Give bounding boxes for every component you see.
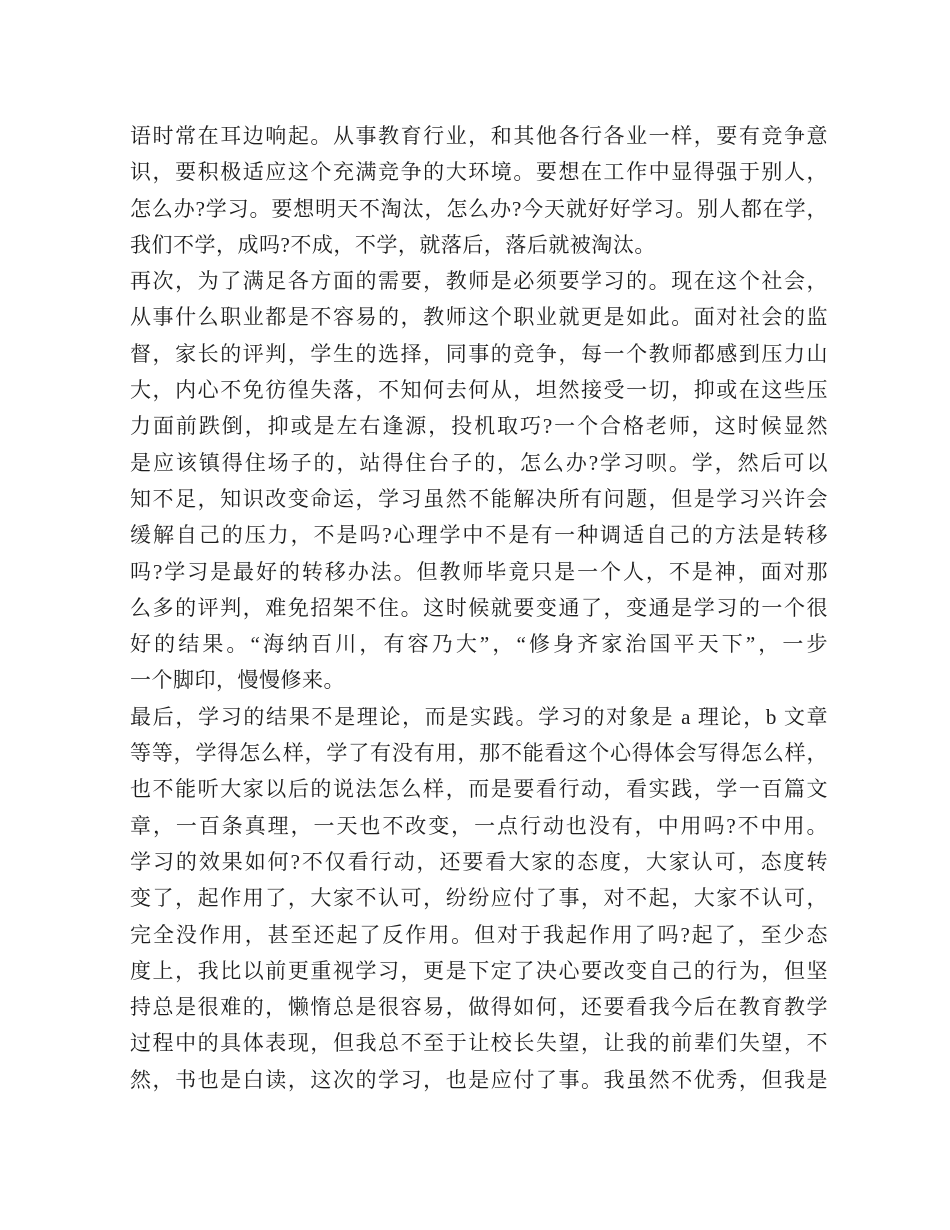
text-line: 等等，学得怎么样，学了有没有用，那不能看这个心得体会写得怎么样， [130,741,828,766]
text-line: 么多的评判，难免招架不住。这时候就要变通了，变通是学习的一个很 [130,595,828,620]
paragraph [130,263,828,699]
text-line: 是应该镇得住场子的，站得住台子的，怎么办?学习呗。学，然后可以 [130,450,828,475]
text-line: 然，书也是白读，这次的学习，也是应付了事。我虽然不优秀，但我是 [130,1067,828,1092]
text-line: 怎么办?学习。要想明天不淘汰，怎么办?今天就好好学习。别人都在学， [130,196,828,221]
text-line: 知不足，知识改变命运，学习虽然不能解决所有问题，但是学习兴许会 [130,486,828,511]
text-line: 过程中的具体表现，但我总不至于让校长失望，让我的前辈们失望，不 [130,1031,828,1056]
text-line: 完全没作用，甚至还起了反作用。但对于我起作用了吗?起了，至少态 [130,922,828,947]
text-line: 识，要积极适应这个充满竞争的大环境。要想在工作中显得强于别人， [130,160,828,185]
text-line: 缓解自己的压力，不是吗?心理学中不是有一种调适自己的方法是转移 [130,523,828,548]
text-line: 我们不学，成吗?不成，不学，就落后，落后就被淘汰。 [130,232,656,257]
paragraph [130,699,828,1098]
paragraph [130,118,828,263]
text-line: 再次，为了满足各方面的需要，教师是必须要学习的。现在这个社会， [130,269,828,294]
text-line: 学习的效果如何?不仅看行动，还要看大家的态度，大家认可，态度转 [130,849,828,874]
text-line: 力面前跌倒，抑或是左右逢源，投机取巧?一个合格老师，这时候显然 [130,414,828,439]
text-line: 从事什么职业都是不容易的，教师这个职业就更是如此。面对社会的监 [130,305,828,330]
text-line: 督，家长的评判，学生的选择，同事的竞争，每一个教师都感到压力山 [130,341,828,366]
text-line: 一个脚印，慢慢修来。 [130,668,345,693]
text-line: 好的结果。“海纳百川，有容乃大”，“修身齐家治国平天下”，一步 [130,632,828,657]
text-line: 最后，学习的结果不是理论，而是实践。学习的对象是 a 理论，b 文章 [130,704,828,729]
text-line: 章，一百条真理，一天也不改变，一点行动也没有，中用吗?不中用。 [130,813,828,838]
document-text-block [130,118,828,1098]
text-line: 大，内心不免彷徨失落，不知何去何从，坦然接受一切，抑或在这些压 [130,378,828,403]
text-line: 也不能听大家以后的说法怎么样，而是要看行动，看实践，学一百篇文 [130,777,828,802]
text-line: 语时常在耳边响起。从事教育行业，和其他各行各业一样，要有竞争意 [130,124,828,148]
text-line: 持总是很难的，懒惰总是很容易，做得如何，还要看我今后在教育教学 [130,995,828,1020]
text-line: 吗?学习是最好的转移办法。但教师毕竟只是一个人，不是神，面对那 [130,559,828,584]
text-line: 变了，起作用了，大家不认可，纷纷应付了事，对不起，大家不认可， [130,886,828,911]
text-line: 度上，我比以前更重视学习，更是下定了决心要改变自己的行为，但坚 [130,958,828,983]
